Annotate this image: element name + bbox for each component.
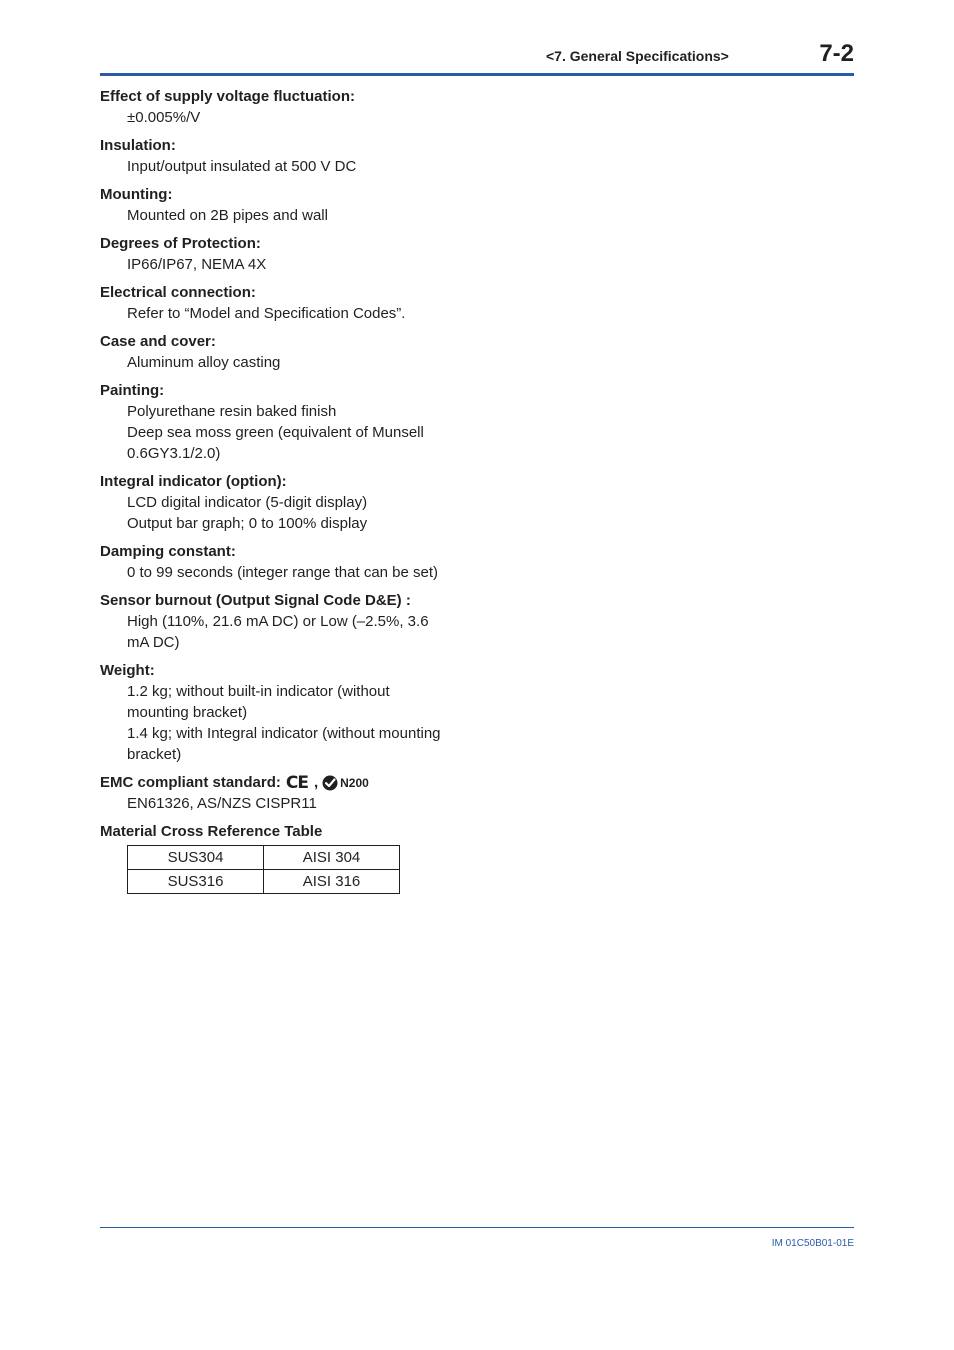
spec-damping-constant bbox=[100, 542, 460, 583]
spec-value: IP66/IP67, NEMA 4X bbox=[127, 256, 267, 273]
spec-protection bbox=[100, 234, 460, 275]
spec-value: High (110%, 21.6 mA DC) or Low (–2.5%, 3.6 bbox=[127, 613, 429, 630]
emc-separator: , bbox=[313, 774, 319, 791]
spec-value: 1.2 kg; without built-in indicator (without bbox=[127, 683, 390, 700]
spec-value: 0.6GY3.1/2.0) bbox=[127, 445, 221, 462]
table-cell: AISI 304 bbox=[264, 846, 400, 870]
emc-title-row bbox=[100, 773, 460, 793]
table-cell: SUS304 bbox=[128, 846, 264, 870]
spec-title: Electrical connection: bbox=[100, 284, 256, 301]
header-section-title: <7. General Specifications> bbox=[546, 48, 729, 64]
table-row bbox=[128, 846, 400, 870]
rcm-code: N200 bbox=[340, 776, 369, 790]
spec-insulation bbox=[100, 136, 460, 177]
spec-value: Polyurethane resin baked finish bbox=[127, 403, 337, 420]
spec-title: Damping constant: bbox=[100, 543, 236, 560]
material-table bbox=[127, 845, 400, 894]
spec-title: Case and cover: bbox=[100, 333, 216, 350]
spec-value: Input/output insulated at 500 V DC bbox=[127, 158, 357, 175]
spec-integral-indicator bbox=[100, 472, 460, 534]
ce-mark-icon: CE bbox=[285, 773, 308, 793]
spec-value: ±0.005%/V bbox=[127, 109, 201, 126]
table-cell: AISI 316 bbox=[264, 870, 400, 894]
spec-value: mounting bracket) bbox=[127, 704, 248, 721]
spec-title: Integral indicator (option): bbox=[100, 473, 287, 490]
spec-sensor-burnout bbox=[100, 591, 460, 653]
spec-weight bbox=[100, 661, 460, 765]
spec-title: Painting: bbox=[100, 382, 165, 399]
spec-value: mA DC) bbox=[127, 634, 180, 651]
rcm-mark-icon bbox=[322, 773, 369, 793]
spec-value: LCD digital indicator (5-digit display) bbox=[127, 494, 368, 511]
spec-value: 1.4 kg; with Integral indicator (without mounting bbox=[127, 725, 441, 742]
table-title: Material Cross Reference Table bbox=[100, 823, 323, 840]
spec-value: Refer to “Model and Specification Codes”. bbox=[127, 305, 406, 322]
spec-value: Output bar graph; 0 to 100% display bbox=[127, 515, 368, 532]
page-number: 7-2 bbox=[819, 40, 854, 67]
spec-value: Aluminum alloy casting bbox=[127, 354, 281, 371]
footer-rule bbox=[100, 1227, 854, 1228]
header-rule bbox=[100, 73, 854, 76]
spec-emc bbox=[100, 773, 460, 814]
material-cross-reference bbox=[100, 822, 460, 894]
spec-title: Effect of supply voltage fluctuation: bbox=[100, 88, 356, 105]
spec-value: Deep sea moss green (equivalent of Munsell bbox=[127, 424, 424, 441]
spec-mounting bbox=[100, 185, 460, 226]
spec-title: EMC compliant standard: bbox=[100, 774, 281, 791]
footer-doc-id: IM 01C50B01-01E bbox=[771, 1238, 854, 1249]
spec-value: bracket) bbox=[127, 746, 182, 763]
table-row bbox=[128, 870, 400, 894]
table-cell: SUS316 bbox=[128, 870, 264, 894]
spec-title: Insulation: bbox=[100, 137, 176, 154]
spec-title: Degrees of Protection: bbox=[100, 235, 261, 252]
spec-title: Sensor burnout (Output Signal Code D&E) : bbox=[100, 592, 411, 609]
spec-title: Mounting: bbox=[100, 186, 173, 203]
spec-supply-voltage bbox=[100, 87, 460, 128]
spec-case-cover bbox=[100, 332, 460, 373]
spec-painting bbox=[100, 381, 460, 464]
spec-electrical-connection bbox=[100, 283, 460, 324]
spec-list bbox=[100, 87, 460, 902]
rcm-check-icon bbox=[322, 775, 338, 791]
spec-value: Mounted on 2B pipes and wall bbox=[127, 207, 328, 224]
spec-value: 0 to 99 seconds (integer range that can be set) bbox=[127, 564, 439, 581]
spec-title: Weight: bbox=[100, 662, 155, 679]
spec-value: EN61326, AS/NZS CISPR11 bbox=[127, 795, 317, 812]
